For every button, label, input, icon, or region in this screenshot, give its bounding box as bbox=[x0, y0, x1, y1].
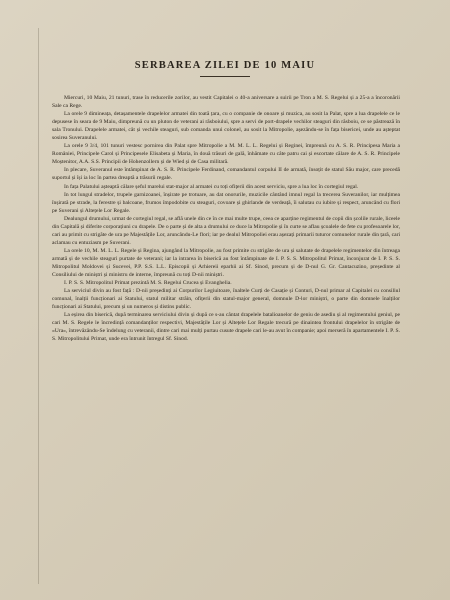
paragraph: La orele 9 3/4, 101 tunuri vestesc pornirea din Palat spre Mitropolie a M. M. L. L. Regelui și Reginei, împreună cu A. S. R. Principesa Maria a României, Principele Carol și Principesele Elisabeta și Maria, în două trăsuri de gală, înhămate cu câte patru cai și escortate călare de A. S. R. Principele Moștenitor, A.A. S.S. Principii de Hohenzollern și de Wied și de Casa militară. bbox=[52, 143, 400, 166]
paragraph: La orele 10, M. M. L. L. Regele și Regina, ajungând la Mitropolie, au fost primite cu strigăte de ura și salutate de drapelele regimentelor din întreaga armată și de vechile steaguri purtate de veterani; iar la intrarea în biserică au fost întâmpinate de I. P. S. S. Mitropolitul Primat, înconjurat de I. P. S. S. Mitropolitul Moldovei și Sucevei, P.P. S.S. L.L. Episcopii și Arhiereii eparhii ai Sf. Sinod, precum și de D-nul G. Gr. Cantacuzino, președinte al Consiliului de miniștri și ministru de interne, împreună cu toți D-nii miniștri. bbox=[52, 247, 400, 279]
paragraph: I. P. S. S. Mitropolitul Primat prezintă M. S. Regelui Crucea și Evanghelia. bbox=[64, 280, 232, 287]
paragraph: La serviciul divin au fost față : D-nii președinți ai Corpurilor Legiuitoare, înaltele Curți de Casație și Conturi, D-nul primar al Capitalei cu consiliul comunal, înalții funcționari ai Statului, statul militar străin, ofițerii din statul-major general, domnule D-lor miniștri, o parte din domnele înalților funcționari ai Statului, precum și un numeros și distins public. bbox=[52, 288, 400, 311]
article-body bbox=[52, 94, 400, 343]
document-title: SERBAREA ZILEI DE 10 MAIU bbox=[134, 60, 316, 71]
paragraph: Dealungul drumului, urmat de cortegiul regal, se află unele din ce în ce mai multe trupe, ceea ce aparține regimentul de copii din școlile rurale, liceele din Capitală și diferite corporațiuni cu drapele. De o parte și de alta a drumului ce duce la Mitropolie și în curte se aflau școalele de fete cu profesoarele lor, cari au primit cu strigăte de ura pe Majestățile Lor, aruncându-Le flori; iar pe dealul Mitropoliei erau așezați primarii tuturor comunelor rurale din țară, cari aclamau cu entuziasm pe Suverani. bbox=[52, 215, 400, 246]
paragraph: Miercuri, 10 Maiu, 21 tunuri, trase în reducerile zorilor, au vestit Capitalei o 40-a aniversare a suirii pe Tron a M. S. Regelui și a 25-a a încoronării Sale ca Rege. bbox=[52, 95, 400, 110]
paragraph: La eșirea din biserică, după terminarea serviciului divin și după ce s-au cântat drapelele batalioanelor de geniu de asediu și al regimentului geniul, pe cari M. S. Regele le încredință comandanților respectivi, Majestățile Lor și Altețele Lor Regale trecură pe dinaintea frontului drapelelor în strigăte de «Ura», întrevăzându-Se îndelung cu veteranii, dintre cari mai mulți purtau cusute drapele cari le-au avut în companie; apoi merseră în apartamentele I. P. S. S. Mitropolitului Primat, unde era întrunit întregul Sf. Sinod. bbox=[52, 312, 400, 343]
title-underline bbox=[200, 76, 250, 77]
paragraph: La orele 9 dimineața, detașamentele drapelelor armatei din toată țara, cu o companie de onoare și muzica, au sosit la Palat, spre a lua drapelele ce le depusese în seara de 9 Maiu, dimpreună cu un pluton de veterani ai răsboiului, spre a servi de port-drapele vechilor steaguri din răsboiu, ce se păstrează în sala Tronului. Drapelele armatei, cât și vechile steaguri, sub comanda unui colonel, au sosit la Mitropolie, așezându-se în fața bisericei, unde au așteptat sosirea Suveranului. bbox=[52, 111, 400, 142]
paragraph: In tot lungul stradelor, trupele garnizoanei, înșirate pe trotuare, au dat onorurile, muzicile cântând imnul regal la trecerea Suveranilor, iar mulțimea înșirată pe strade, la ferestre și balcoane, frumos împodobite cu steaguri, covoare și ghirlande de verdeață, îi salutau cu iubire și respect, aruncând cu flori pe Suverani și Altețele Lor Regale. bbox=[52, 191, 400, 214]
paragraph: In plecare, Suveranul este întâmpinat de A. S. R. Principele Ferdinand, comandantul corpului II de armată, însoțit de statul Său major, care precedă suportul și își ia loc în partea dreaptă a trăsurii regale. bbox=[52, 167, 400, 182]
paragraph: In fața Palatului așteaptă călare șeful marelui stat-major al armatei cu toți ofițerii din acest serviciu, spre a lua loc în cortegiul regal. bbox=[64, 183, 359, 190]
